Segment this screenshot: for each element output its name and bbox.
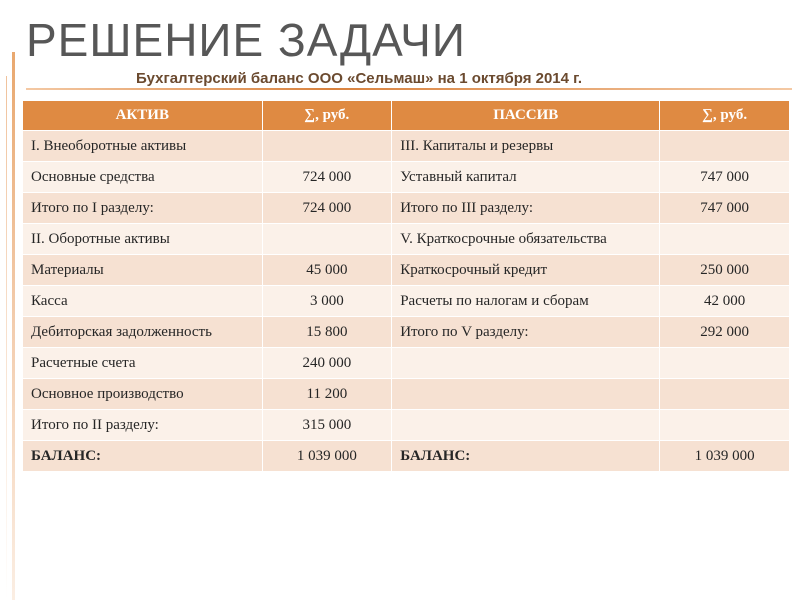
header-assets-sum: ∑, руб.	[262, 101, 392, 131]
table-row	[23, 255, 790, 286]
asset-item: Дебиторская задолженность	[23, 317, 263, 348]
asset-amount: 724 000	[262, 193, 392, 224]
table-row	[23, 317, 790, 348]
asset-item: Касса	[23, 286, 263, 317]
table-row	[23, 224, 790, 255]
liability-amount: 42 000	[660, 286, 790, 317]
asset-amount: 3 000	[262, 286, 392, 317]
asset-amount	[262, 224, 392, 255]
table-row	[23, 131, 790, 162]
liability-item: V. Краткосрочные обязательства	[392, 224, 660, 255]
liability-item: Краткосрочный кредит	[392, 255, 660, 286]
title-underline	[26, 88, 792, 90]
liability-amount: 250 000	[660, 255, 790, 286]
asset-balance-amount: 1 039 000	[262, 441, 392, 472]
liability-balance-label: БАЛАНС:	[392, 441, 660, 472]
table-row	[23, 410, 790, 441]
table-row-balance	[23, 441, 790, 472]
liability-amount	[660, 410, 790, 441]
liability-item: III. Капиталы и резервы	[392, 131, 660, 162]
liability-amount	[660, 348, 790, 379]
liability-item	[392, 348, 660, 379]
asset-amount: 11 200	[262, 379, 392, 410]
liability-amount: 747 000	[660, 162, 790, 193]
header-liabilities-sum: ∑, руб.	[660, 101, 790, 131]
asset-amount: 15 800	[262, 317, 392, 348]
liability-amount: 292 000	[660, 317, 790, 348]
liability-item: Итого по III разделу:	[392, 193, 660, 224]
liability-amount	[660, 224, 790, 255]
balance-sheet-table	[22, 100, 790, 472]
liability-item: Расчеты по налогам и сборам	[392, 286, 660, 317]
asset-amount: 315 000	[262, 410, 392, 441]
decorative-left-rule-thin	[6, 76, 7, 600]
decorative-left-rule	[12, 52, 15, 600]
asset-amount	[262, 131, 392, 162]
header-assets: АКТИВ	[23, 101, 263, 131]
table-row	[23, 286, 790, 317]
asset-item: Материалы	[23, 255, 263, 286]
asset-item: Расчетные счета	[23, 348, 263, 379]
asset-item: Итого по I разделу:	[23, 193, 263, 224]
asset-item: Итого по II разделу:	[23, 410, 263, 441]
table-row	[23, 193, 790, 224]
liability-amount	[660, 131, 790, 162]
asset-item: Основное производство	[23, 379, 263, 410]
liability-amount	[660, 379, 790, 410]
table-caption: Бухгалтерский баланс ООО «Сельмаш» на 1 октября 2014 г.	[136, 70, 583, 87]
liability-item: Уставный капитал	[392, 162, 660, 193]
asset-item: I. Внеоборотные активы	[23, 131, 263, 162]
asset-amount: 724 000	[262, 162, 392, 193]
header-liabilities: ПАССИВ	[392, 101, 660, 131]
table-row	[23, 348, 790, 379]
liability-item: Итого по V разделу:	[392, 317, 660, 348]
asset-item: Основные средства	[23, 162, 263, 193]
liability-item	[392, 410, 660, 441]
table-header-row	[23, 101, 790, 131]
liability-amount: 747 000	[660, 193, 790, 224]
table-row	[23, 162, 790, 193]
asset-balance-label: БАЛАНС:	[23, 441, 263, 472]
table-row	[23, 379, 790, 410]
asset-amount: 45 000	[262, 255, 392, 286]
liability-item	[392, 379, 660, 410]
liability-balance-amount: 1 039 000	[660, 441, 790, 472]
asset-item: II. Оборотные активы	[23, 224, 263, 255]
asset-amount: 240 000	[262, 348, 392, 379]
slide-title: РЕШЕНИЕ ЗАДАЧИ	[26, 14, 466, 66]
